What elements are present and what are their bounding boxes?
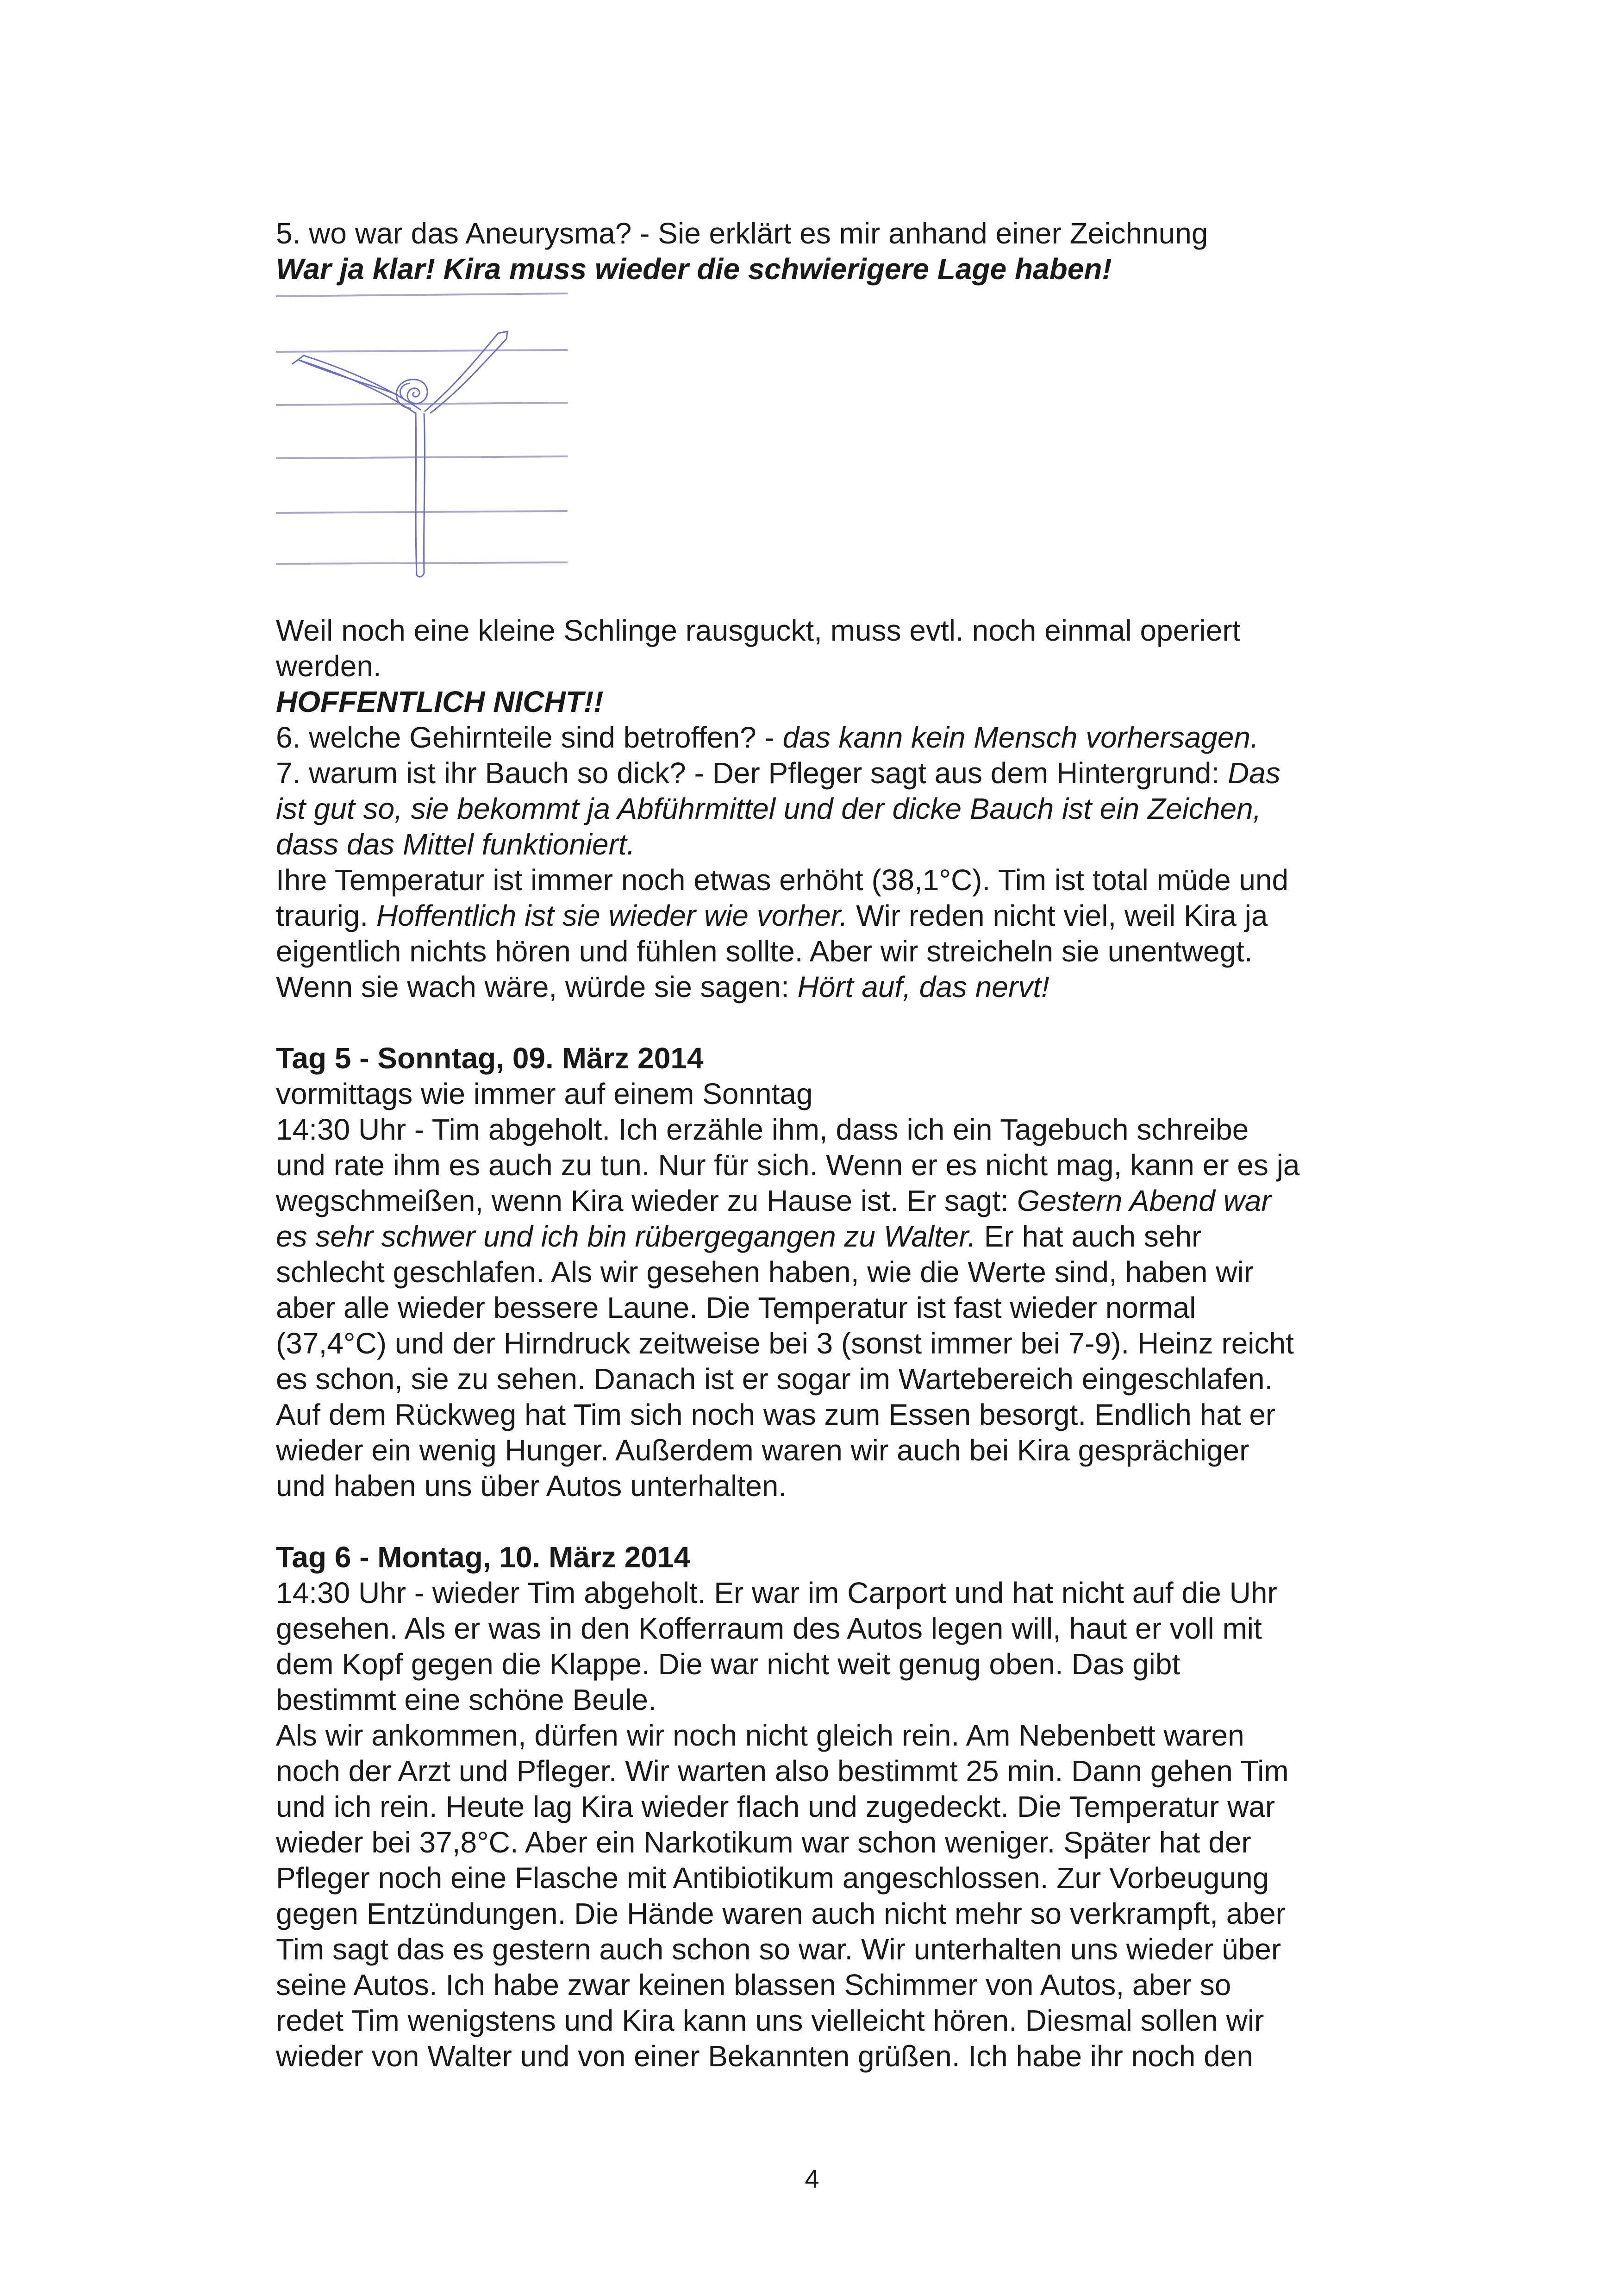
day5-heading: Tag 5 - Sonntag, 09. März 2014 [276, 1041, 704, 1075]
temperature-line-2-c: Wir reden nicht viel, weil Kira ja [848, 899, 1268, 932]
day6-line: gesehen. Als er was in den Kofferraum des Autos legen will, haut er voll mit [276, 1612, 1262, 1645]
day6-line: seine Autos. Ich habe zwar keinen blassen Schimmer von Autos, aber so [276, 1968, 1231, 2002]
question-6-answer: das kann kein Mensch vorhersagen. [782, 721, 1259, 754]
day6-line: Pfleger noch eine Flasche mit Antibiotikum angeschlossen. Zur Vorbeugung [276, 1861, 1269, 1895]
day5-line: schlecht geschlafen. Als wir gesehen haben, wie die Werte sind, haben wir [276, 1255, 1254, 1289]
temperature-line-3: eigentlich nichts hören und fühlen sollte. Aber wir streicheln sie unentwegt. [276, 935, 1253, 968]
day6-line: bestimmt eine schöne Beule. [276, 1683, 656, 1716]
ruled-lines [276, 293, 568, 564]
day6-line: wieder von Walter und von einer Bekannten grüßen. Ich habe ihr noch den [276, 2039, 1253, 2073]
day5-line: es schon, sie zu sehen. Danach ist er sogar im Wartebereich eingeschlafen. [276, 1362, 1273, 1396]
day6-line: 14:30 Uhr - wieder Tim abgeholt. Er war im Carport und hat nicht auf die Uhr [276, 1576, 1277, 1609]
day6-line: Tim sagt das es gestern auch schon so war. Wir unterhalten uns wieder über [276, 1933, 1281, 1966]
question-7-answer-3: dass das Mittel funktioniert. [276, 828, 635, 861]
question-5-comment: War ja klar! Kira muss wieder die schwierigere Lage haben! [276, 252, 1112, 286]
temperature-line-1: Ihre Temperatur ist immer noch etwas erhöht (38,1°C). Tim ist total müde und [276, 863, 1289, 897]
day5-line-5-b: Er hat auch sehr [975, 1220, 1202, 1253]
hope-exclamation: HOFFENTLICH NICHT!! [276, 685, 604, 718]
day5-line: vormittags wie immer auf einem Sonntag [276, 1077, 813, 1110]
day5-line [276, 1219, 1378, 1254]
temperature-line-4-a: Wenn sie wach wäre, würde sie sagen: [276, 970, 798, 1004]
day5-line: Auf dem Rückweg hat Tim sich noch was zum Essen besorgt. Endlich hat er [276, 1398, 1276, 1431]
day5-line-5-quote: es sehr schwer und ich bin rübergegangen zu Walter. [276, 1220, 976, 1253]
loop-text-1: Weil noch eine kleine Schlinge rausguckt, muss evtl. noch einmal operiert [276, 614, 1241, 647]
question-7-answer-start: Das [1228, 756, 1280, 790]
temperature-line-4-quote: Hört auf, das nervt! [797, 970, 1049, 1004]
page-number: 4 [805, 2164, 819, 2193]
spacer [276, 1005, 1378, 1041]
temperature-line-2-a: traurig. [276, 899, 376, 932]
question-7-answer-2: ist gut so, sie bekommt ja Abführmittel und der dicke Bauch ist ein Zeichen, [276, 792, 1262, 825]
day5-line: und rate ihm es auch zu tun. Nur für sich. Wenn er es nicht mag, kann er es ja [276, 1148, 1300, 1182]
day6-line: dem Kopf gegen die Klappe. Die war nicht weit genug oben. Das gibt [276, 1647, 1181, 1681]
day6-line: gegen Entzündungen. Die Hände waren auch nicht mehr so verkrampft, aber [276, 1897, 1286, 1930]
day5-line: wieder ein wenig Hunger. Außerdem waren wir auch bei Kira gesprächiger [276, 1434, 1249, 1467]
question-7 [276, 755, 1378, 791]
day5-line [276, 1183, 1378, 1219]
day6-heading: Tag 6 - Montag, 10. März 2014 [276, 1540, 691, 1574]
day6-line: redet Tim wenigstens und Kira kann uns vielleicht hören. Diesmal sollen wir [276, 2004, 1264, 2037]
day5-line: aber alle wieder bessere Laune. Die Temperatur ist fast wieder normal [276, 1291, 1196, 1324]
question-5: 5. wo war das Aneurysma? - Sie erklärt es mir anhand einer Zeichnung [276, 217, 1208, 250]
page-body [276, 216, 1378, 2074]
temperature-line-4 [276, 969, 1378, 1005]
loop-text-2: werden. [276, 649, 381, 683]
day6-line: noch der Arzt und Pfleger. Wir warten also bestimmt 25 min. Dann gehen Tim [276, 1754, 1289, 1788]
temperature-line-2-italic: Hoffentlich ist sie wieder wie vorher. [376, 899, 848, 932]
day5-line-4-quote: Gestern Abend war [1017, 1184, 1271, 1217]
day5-line: (37,4°C) und der Hirndruck zeitweise bei 3 (sonst immer bei 7-9). Heinz reicht [276, 1327, 1294, 1360]
day5-line-4-a: wegschmeißen, wenn Kira wieder zu Hause ist. Er sagt: [276, 1184, 1017, 1217]
day6-line: und ich rein. Heute lag Kira wieder flach und zugedeckt. Die Temperatur war [276, 1790, 1275, 1823]
aneurysm-sketch [276, 287, 577, 579]
day6-line: Als wir ankommen, dürfen wir noch nicht gleich rein. Am Nebenbett waren [276, 1719, 1244, 1752]
temperature-line-2 [276, 898, 1378, 934]
question-6 [276, 720, 1378, 755]
question-7-text: 7. warum ist ihr Bauch so dick? - Der Pfleger sagt aus dem Hintergrund: [276, 756, 1228, 790]
day5-line: 14:30 Uhr - Tim abgeholt. Ich erzähle ihm, dass ich ein Tagebuch schreibe [276, 1113, 1249, 1146]
day5-line: und haben uns über Autos unterhalten. [276, 1469, 787, 1503]
question-6-text: 6. welche Gehirnteile sind betroffen? - [276, 721, 783, 754]
vessel-drawing [293, 331, 507, 577]
day6-line: wieder bei 37,8°C. Aber ein Narkotikum war schon weniger. Später hat der [276, 1826, 1251, 1859]
spacer [276, 1504, 1378, 1540]
